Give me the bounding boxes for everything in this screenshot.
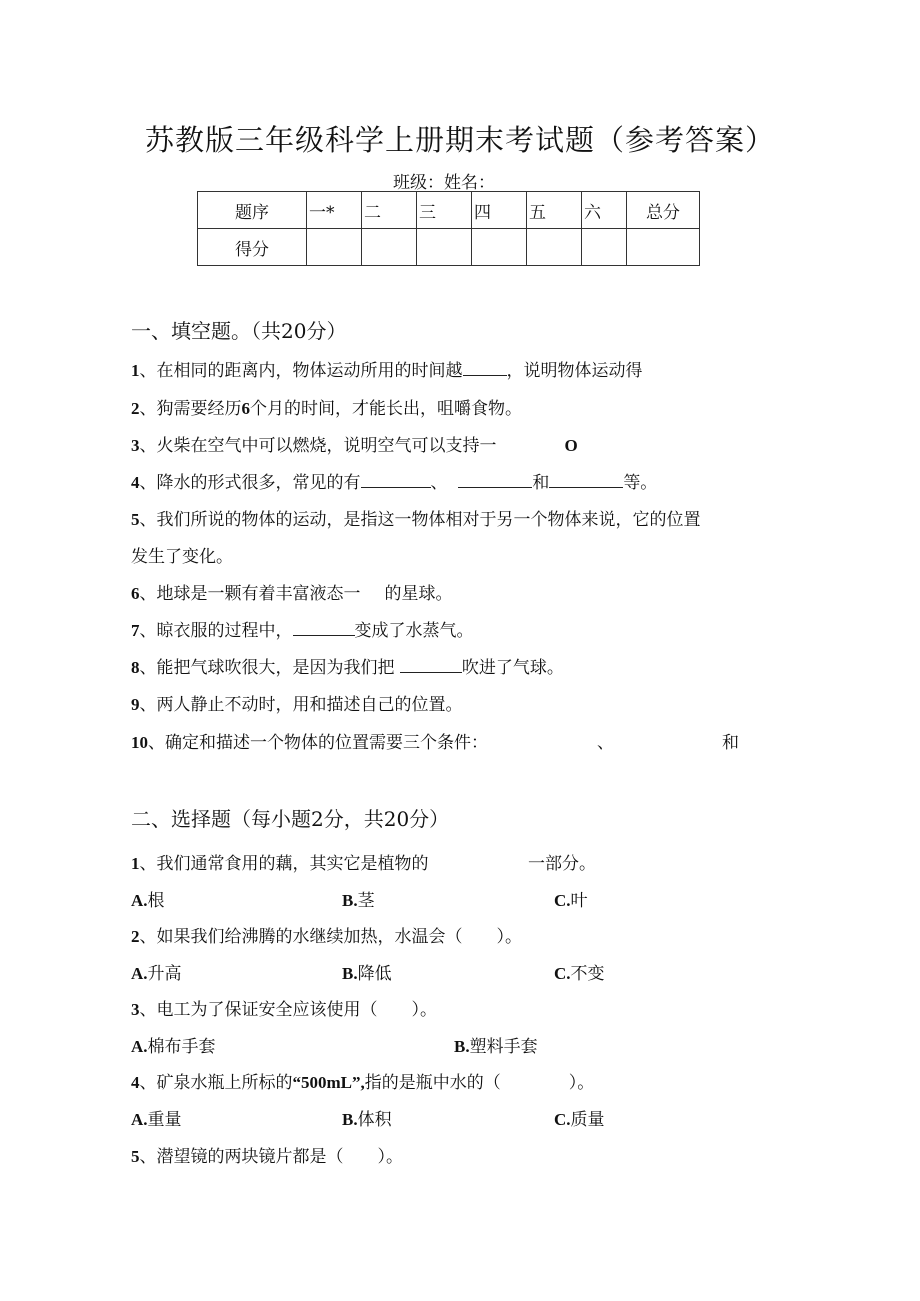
question-number: 2 — [131, 399, 140, 418]
question-text: 、火柴在空气中可以燃烧，说明空气可以支持一 — [139, 436, 497, 456]
option-b[interactable] — [342, 1105, 392, 1130]
option-b[interactable] — [454, 1032, 538, 1057]
option-letter: A. — [131, 1110, 148, 1129]
question-2-1 — [131, 849, 429, 874]
question-text: 等。 — [623, 473, 658, 493]
question-1-6 — [131, 579, 453, 604]
option-letter: C. — [554, 1110, 571, 1129]
option-a[interactable] — [131, 1105, 182, 1130]
option-a[interactable] — [131, 886, 165, 911]
question-1-2 — [131, 394, 522, 419]
question-text: 、能把气球吹很大，是因为我们把 — [139, 658, 395, 678]
question-text: 、电工为了保证安全应该使用（ ）。 — [139, 1000, 437, 1020]
question-text: 和 — [532, 473, 550, 493]
question-number: 2 — [131, 927, 140, 946]
question-number: 9 — [131, 695, 140, 714]
question-number: 5 — [131, 1147, 140, 1166]
question-1-5-cont: 发生了变化。 — [131, 547, 233, 567]
question-text: 指的是瓶中水的（ ）。 — [364, 1073, 595, 1093]
answer-blank[interactable] — [463, 359, 507, 376]
page-title: 苏教版三年级科学上册期末考试题（参考答案） — [144, 123, 775, 157]
question-1-7 — [131, 616, 474, 641]
answer-blank[interactable] — [549, 471, 623, 488]
question-text: 、我们通常食用的藕，其实它是植物的 — [139, 854, 429, 874]
question-1-4 — [131, 468, 657, 493]
option-text: 降低 — [357, 964, 392, 984]
question-number: 1 — [131, 361, 140, 380]
option-text: 升高 — [147, 964, 182, 984]
score-cell: 四 — [472, 192, 527, 229]
question-text: 、我们所说的物体的运动，是指这一物体相对于另一个物体来说，它的位置 — [139, 510, 701, 530]
score-input-cell[interactable] — [472, 229, 527, 266]
option-letter: A. — [131, 891, 148, 910]
question-text: 、 — [430, 473, 448, 493]
option-text: 质量 — [570, 1110, 605, 1130]
option-letter: B. — [342, 891, 358, 910]
question-text: 、如果我们给沸腾的水继续加热，水温会（ ）。 — [139, 927, 522, 947]
score-input-cell[interactable] — [417, 229, 472, 266]
score-table — [197, 191, 700, 266]
answer-blank[interactable] — [400, 656, 462, 673]
option-a[interactable] — [131, 959, 182, 984]
question-number: 3 — [131, 1000, 140, 1019]
question-text: 、潜望镜的两块镜片都是（ ）。 — [139, 1147, 403, 1167]
score-input-cell[interactable] — [362, 229, 417, 266]
question-2-2 — [131, 922, 522, 947]
option-c[interactable] — [554, 959, 605, 984]
option-text: 根 — [147, 891, 165, 911]
question-text: 吹进了气球。 — [461, 658, 564, 678]
question-text: 、晾衣服的过程中， — [139, 621, 293, 641]
question-text: 变成了水蒸气。 — [354, 621, 474, 641]
question-text: 、狗需要经历 — [139, 399, 242, 419]
section1-heading: 一、填空题。（共20分） — [131, 319, 347, 343]
option-letter: B. — [342, 1110, 358, 1129]
score-cell: 一* — [307, 192, 362, 229]
question-number: 7 — [131, 621, 140, 640]
question-number: 4 — [131, 473, 140, 492]
option-letter: C. — [554, 891, 571, 910]
question-number: 5 — [131, 510, 140, 529]
question-1-5 — [131, 505, 701, 530]
option-c[interactable] — [554, 1105, 605, 1130]
question-number: 10 — [131, 733, 148, 752]
question-1-1 — [131, 356, 643, 381]
question-number: 6 — [131, 584, 140, 603]
question-text: ，说明物体运动得 — [506, 361, 643, 381]
question-2-3 — [131, 995, 437, 1020]
option-text: 重量 — [147, 1110, 182, 1130]
answer-blank[interactable] — [458, 471, 532, 488]
answer-blank[interactable] — [293, 619, 355, 636]
question-text: 、 — [597, 733, 614, 753]
question-1-8 — [131, 653, 564, 678]
score-input-cell[interactable] — [527, 229, 582, 266]
section2-heading: 二、选择题（每小题2分，共20分） — [131, 807, 450, 831]
option-letter: A. — [131, 1037, 148, 1056]
score-cell: 六 — [582, 192, 627, 229]
score-cell: 题序 — [198, 192, 307, 229]
option-a[interactable] — [131, 1032, 216, 1057]
question-number: 8 — [131, 658, 140, 677]
question-text: 、降水的形式很多，常见的有 — [139, 473, 361, 493]
score-input-cell[interactable] — [307, 229, 362, 266]
option-text: 棉布手套 — [147, 1037, 216, 1057]
option-letter: C. — [554, 964, 571, 983]
score-cell: 得分 — [198, 229, 307, 266]
question-text: 和 — [722, 733, 739, 753]
question-text: O — [564, 436, 578, 455]
score-cell: 总分 — [627, 192, 700, 229]
question-text: 、在相同的距离内，物体运动所用的时间越 — [139, 361, 463, 381]
score-cell: 五 — [527, 192, 582, 229]
question-1-9 — [131, 690, 463, 715]
option-letter: B. — [342, 964, 358, 983]
question-text: 一部分。 — [528, 854, 596, 874]
question-2-5 — [131, 1142, 403, 1167]
option-text: 不变 — [570, 964, 605, 984]
option-text: 茎 — [357, 891, 375, 911]
question-text: 、两人静止不动时，用和描述自己的位置。 — [139, 695, 463, 715]
question-2-4 — [131, 1068, 594, 1093]
question-text-bold: “500mL”, — [292, 1073, 365, 1092]
score-input-cell[interactable] — [627, 229, 700, 266]
option-c[interactable] — [554, 886, 588, 911]
score-table-score-row — [198, 229, 700, 266]
option-text: 叶 — [570, 891, 588, 911]
score-cell: 三 — [417, 192, 472, 229]
score-cell: 二 — [362, 192, 417, 229]
score-table-header-row — [198, 192, 700, 229]
question-number: 4 — [131, 1073, 140, 1092]
question-1-10 — [131, 728, 488, 753]
question-number-inline: 6 — [241, 399, 250, 418]
option-b[interactable] — [342, 959, 392, 984]
option-b[interactable] — [342, 886, 375, 911]
option-text: 塑料手套 — [469, 1037, 538, 1057]
question-text: 、确定和描述一个物体的位置需要三个条件： — [148, 733, 488, 753]
question-number: 1 — [131, 854, 140, 873]
question-text: 的星球。 — [384, 584, 453, 604]
question-number: 3 — [131, 436, 140, 455]
score-input-cell[interactable] — [582, 229, 627, 266]
option-letter: B. — [454, 1037, 470, 1056]
question-text: 个月的时间，才能长出，咀嚼食物。 — [250, 399, 522, 419]
question-text: 、矿泉水瓶上所标的 — [139, 1073, 293, 1093]
option-text: 体积 — [357, 1110, 392, 1130]
class-name-line: 班级：姓名： — [393, 173, 495, 193]
option-letter: A. — [131, 964, 148, 983]
question-text: 、地球是一颗有着丰富液态一 — [139, 584, 361, 604]
question-1-3 — [131, 431, 578, 456]
answer-blank[interactable] — [361, 471, 431, 488]
